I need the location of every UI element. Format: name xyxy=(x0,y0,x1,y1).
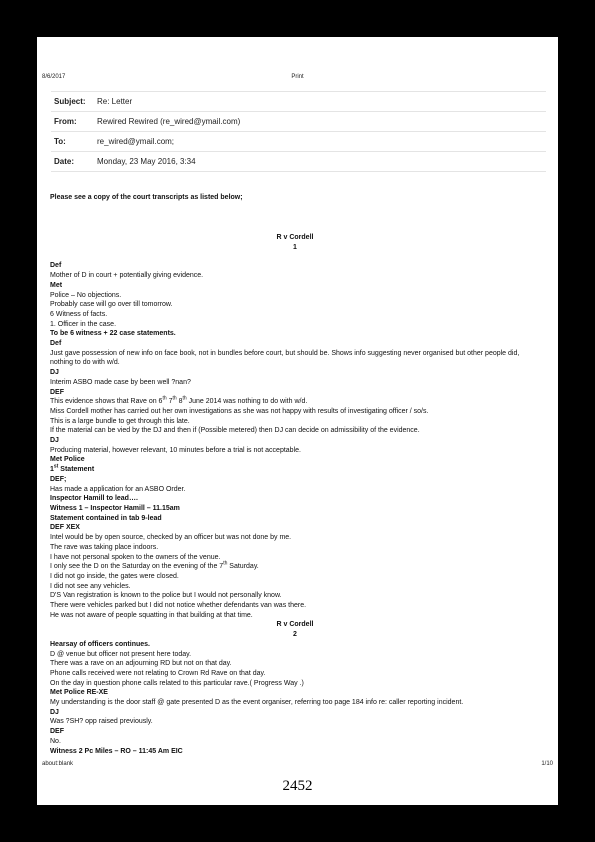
transcript-line: Police – No objections. xyxy=(50,291,122,299)
speaker-label: Met xyxy=(50,281,63,289)
section-number: 2 xyxy=(293,631,297,639)
from-value: Rewired Rewired (re_wired@ymail.com) xyxy=(97,117,241,126)
transcript-line: I did not see any vehicles. xyxy=(50,582,131,590)
transcript-line: Phone calls received were not relating to Crown Rd Rave on that day. xyxy=(50,669,266,677)
transcript-line: I only see the D on the Saturday on the evening of the 7th Saturday. xyxy=(50,560,259,571)
speaker-label: DEF; xyxy=(50,475,67,483)
subject-row xyxy=(51,91,546,112)
print-title: Print xyxy=(291,74,304,80)
transcript-line: On the day in question phone calls related to this particular rave.( Progress Way .) xyxy=(50,679,304,687)
transcript-line: Producing material, however relevant, 10 minutes before a trial is not acceptable. xyxy=(50,446,301,454)
to-value: re_wired@ymail.com; xyxy=(97,137,175,146)
transcript-line: This evidence shows that Rave on 6th 7th 8th June 2014 was nothing to do with w/d. xyxy=(50,395,308,406)
transcript-line: D'S Van registration is known to the police but I would not personally know. xyxy=(50,592,282,600)
transcript-line: Witness 2 Pc Miles – RO – 11:45 Am EIC xyxy=(50,747,183,755)
speaker-label: DJ xyxy=(50,437,59,445)
date-row xyxy=(51,152,546,172)
transcript-line: He was not aware of people squatting in that building at that time. xyxy=(50,611,253,619)
transcript-body xyxy=(50,233,540,756)
transcript-line: Miss Cordell mother has carried out her own investigations as she was not happy with results of investigating officer / so/s. xyxy=(50,407,429,415)
subject-value: Re: Letter xyxy=(97,97,133,106)
footer-url: about:blank xyxy=(42,761,74,767)
transcript-line: Has made a application for an ASBO Order. xyxy=(50,485,186,493)
email-meta-table xyxy=(51,91,546,172)
print-page xyxy=(37,37,558,805)
transcript-line: The rave was taking place indoors. xyxy=(50,543,159,551)
transcript-line: Witness 1 – Inspector Hamill – 11.15am xyxy=(50,504,180,512)
page-number: 2452 xyxy=(282,778,313,794)
transcript-line: Just gave possession of new info on face book, not in bundles before court, but should be. Shows info suggesting never organised but other people did, nothing to do with w/d. xyxy=(50,349,520,367)
transcript-line: Probably case will go over till tomorrow. xyxy=(50,301,173,309)
transcript-line: Interim ASBO made case by been well ?nan? xyxy=(50,378,191,386)
transcript-line: 1st Statement xyxy=(50,463,95,474)
transcript-line: Was ?SH? opp raised previously. xyxy=(50,718,153,726)
transcript-line: Mother of D in court + potentially giving evidence. xyxy=(50,272,204,280)
transcript-line: My understanding is the door staff @ gate presented D as the event organiser, referring too page 184 info re: caller reporting incident. xyxy=(50,699,464,707)
subject-label: Subject: xyxy=(54,97,86,106)
date-label: Date: xyxy=(54,157,75,166)
case-title: R v Cordell xyxy=(276,621,314,629)
section-number: 1 xyxy=(293,243,297,251)
speaker-label: Met Police RE-XE xyxy=(50,689,108,697)
transcript-line: I did not go inside, the gates were closed. xyxy=(50,572,179,580)
transcript-line: Hearsay of officers continues. xyxy=(50,640,150,648)
transcript-line: There was a rave on an adjourning RD but not on that day. xyxy=(50,660,232,668)
transcript-line: Intel would be by open source, checked by an officer but was not done by me. xyxy=(50,534,292,542)
speaker-label: DJ xyxy=(50,369,59,377)
speaker-label: Met Police xyxy=(50,456,85,464)
transcript-line: I have not personal spoken to the owners of the venue. xyxy=(50,553,221,561)
transcript-line: Inspector Hamill to lead…. xyxy=(50,495,138,503)
speaker-label: DJ xyxy=(50,708,59,716)
speaker-label: Def xyxy=(50,262,62,270)
transcript-line: D @ venue but officer not present here today. xyxy=(50,650,192,658)
footer-page-count: 1/10 xyxy=(541,761,553,767)
transcript-line: This is a large bundle to get through this late. xyxy=(50,417,190,425)
speaker-label: Def xyxy=(50,340,62,348)
intro-text: Please see a copy of the court transcripts as listed below; xyxy=(50,194,243,201)
transcript-line: To be 6 witness + 22 case statements. xyxy=(50,330,176,338)
from-row xyxy=(51,112,546,132)
speaker-label: DEF xyxy=(50,388,64,396)
transcript-line: There were vehicles parked but I did not notice whether defendants van was there. xyxy=(50,602,307,610)
transcript-line: No. xyxy=(50,737,61,745)
transcript-line: 6 Witness of facts. xyxy=(50,310,108,318)
speaker-label: DEF xyxy=(50,728,64,736)
transcript-line: 1. Officer in the case. xyxy=(50,320,117,328)
case-title: R v Cordell xyxy=(276,234,314,241)
print-date: 8/6/2017 xyxy=(42,74,66,80)
to-label: To: xyxy=(54,137,66,146)
from-label: From: xyxy=(54,117,77,126)
date-value: Monday, 23 May 2016, 3:34 xyxy=(97,157,196,166)
speaker-label: DEF XEX xyxy=(50,524,80,532)
transcript-line: Statement contained in tab 9-lead xyxy=(50,514,162,522)
to-row xyxy=(51,132,546,152)
transcript-line: If the material can be vied by the DJ and then if (Possible metered) then DJ can decide on admissibility of the evidence. xyxy=(50,427,420,435)
